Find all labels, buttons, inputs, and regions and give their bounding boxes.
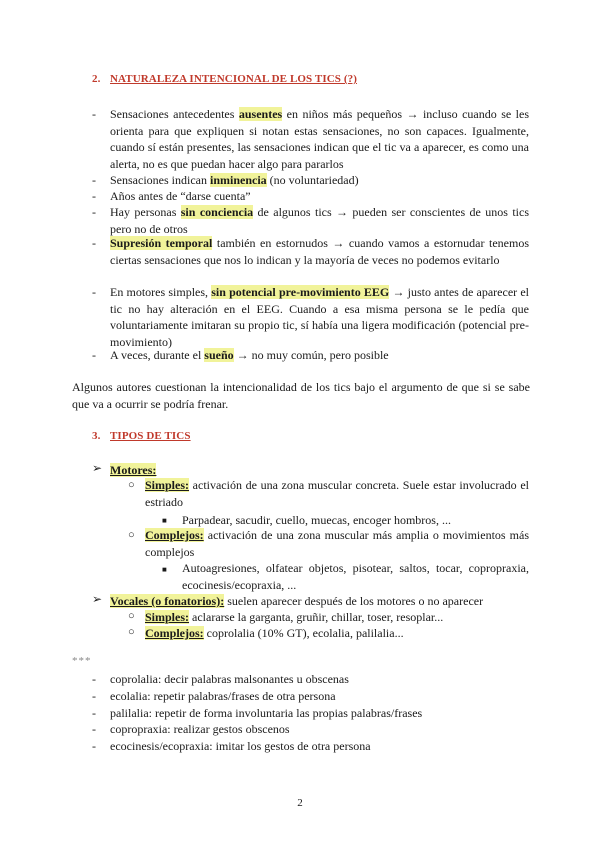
- list-item: - Hay personas sin conciencia de algunos tics → pueden ser conscientes de unos tics pero no de otros: [92, 205, 529, 236]
- vocales-simples: Simples: aclararse la garganta, gruñir, chillar, toser, resoplar...: [145, 610, 444, 624]
- motores-simples: Simples: activación de una zona muscular concreta. Suele estar involucrado el estriado: [145, 478, 529, 509]
- glossary-item: - copropraxia: realizar gestos obscenos: [92, 722, 290, 736]
- section-2-heading: [92, 73, 357, 85]
- highlight: sin potencial pre-movimiento EEG: [211, 285, 390, 299]
- arrow-bullet-icon: ➢: [92, 461, 103, 475]
- highlight: sueño: [204, 348, 234, 362]
- list-item: - Sensaciones indican inminencia (no voluntariedad): [92, 173, 359, 187]
- vocales-label: Vocales (o fonatorios): suelen aparecer después de los motores o no aparecer: [110, 594, 484, 608]
- section-3-heading: [92, 430, 191, 442]
- highlight: Supresión temporal: [110, 236, 213, 250]
- list-item: - Años antes de “darse cuenta”: [92, 189, 251, 203]
- circle-bullet-icon: ○: [128, 479, 135, 491]
- glossary-item: - ecolalia: repetir palabras/frases de otra persona: [92, 689, 336, 703]
- vocales-complejos: Complejos: coprolalia (10% GT), ecolalia, palilalia...: [145, 626, 404, 640]
- list-item: - En motores simples, sin potencial pre-movimiento EEG → justo antes de aparecer el tic no hay alteración en el EEG. Cuando a esa misma persona se le pedía que voluntariamente imitaran su propio tic, sí había una ligera modificación (potencial pre-movimiento): [92, 285, 529, 349]
- glossary-item: - ecocinesis/ecopraxia: imitar los gestos de otra persona: [92, 739, 371, 753]
- circle-bullet-icon: ○: [128, 610, 135, 622]
- section-3-title: TIPOS DE TICS: [110, 430, 191, 442]
- highlight: inminencia: [209, 173, 267, 187]
- page-number: 2: [297, 797, 303, 809]
- glossary-item: - coprolalia: decir palabras malsonantes u obscenas: [92, 672, 349, 686]
- circle-bullet-icon: ○: [128, 626, 135, 638]
- highlight: ausentes: [238, 107, 283, 121]
- motores-simples-examples: Parpadear, sacudir, cuello, muecas, encoger hombros, ...: [182, 513, 451, 527]
- motores-label: Motores:: [110, 463, 157, 477]
- section-2-number: 2.: [92, 73, 101, 85]
- section-3-number: 3.: [92, 430, 101, 442]
- separator: ***: [72, 655, 92, 667]
- section-2-title: NATURALEZA INTENCIONAL DE LOS TICS (?): [110, 73, 357, 85]
- paragraph: Algunos autores cuestionan la intencionalidad de los tics bajo el argumento de que si se sabe que va a ocurrir se podría frenar.: [72, 380, 530, 411]
- circle-bullet-icon: ○: [128, 529, 135, 541]
- square-bullet-icon: ■: [162, 565, 167, 574]
- motores-complejos-examples: Autoagresiones, olfatear objetos, pisotear, saltos, tocar, copropraxia, ecocinesis/ecopraxia, ...: [182, 561, 529, 592]
- motores-complejos: Complejos: activación de una zona muscular más amplia o movimientos más complejos: [145, 528, 529, 559]
- list-item: - Sensaciones antecedentes ausentes en niños más pequeños → incluso cuando se les orienta para que expliquen si notan estas sensaciones, no son capaces. Igualmente, cuando sí están presentes, las sensaciones indican que el tic va a aparecer, es como una alerta, no es que puedan hacer algo para pararlos: [92, 107, 529, 171]
- list-item: - A veces, durante el sueño → no muy común, pero posible: [92, 348, 389, 362]
- square-bullet-icon: ■: [162, 516, 167, 525]
- glossary-item: - palilalia: repetir de forma involuntaria las propias palabras/frases: [92, 706, 423, 720]
- list-item: - Supresión temporal también en estornudos → cuando vamos a estornudar tenemos ciertas sensaciones que nos lo indican y la mayoría de veces no podemos evitarlo: [92, 236, 529, 267]
- arrow-bullet-icon: ➢: [92, 592, 103, 606]
- highlight: sin conciencia: [180, 205, 254, 219]
